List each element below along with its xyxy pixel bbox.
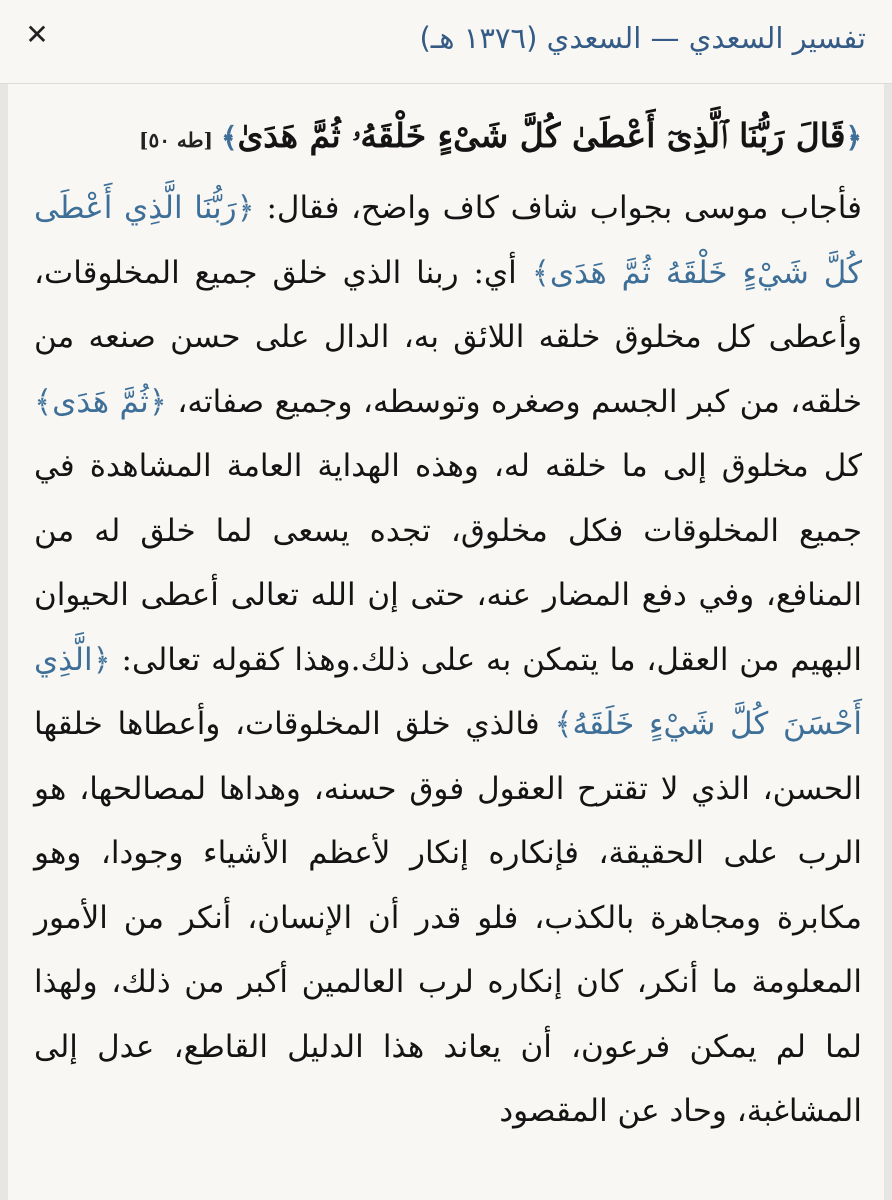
ayah-open-bracket: ﴿ [845, 121, 862, 154]
tafsir-title: تفسير السعدي — السعدي (١٣٧٦ هـ) [419, 21, 866, 55]
ayah-text: قَالَ رَبُّنَا ٱلَّذِىٓ أَعْطَىٰ كُلَّ شَىْءٍ خَلْقَهُۥ ثُمَّ هَدَىٰ [237, 116, 846, 155]
tafsir-text: كل مخلوق إلى ما خلقه له، وهذه الهداية العامة المشاهدة في جميع المخلوقات فكل مخلوق، تجده يسعى لما خلق له من المنافع، وفي دفع المضار عنه، حتى إن الله تعالى أعطى الحيوان البهيم من العقل، ما يتمكن به على ذلك.وهذا كقوله تعالى: [34, 448, 862, 678]
header-bar [0, 0, 892, 84]
close-icon[interactable]: ✕ [25, 18, 49, 51]
quran-quote[interactable]: ﴿رَبُّنَا الَّذِي أَعْطَى كُلَّ شَيْءٍ خَلْقَهُ ثُمَّ هَدَى﴾ [34, 190, 862, 291]
tafsir-content[interactable] [34, 104, 862, 1144]
ayah-reference[interactable]: [طه ٥٠] [139, 128, 214, 152]
tafsir-text: فالذي خلق المخلوقات، وأعطاها خلقها الحسن، الذي لا تقترح العقول فوق حسنه، وهداها لمصالحها، هو الرب على الحقيقة، فإنكاره إنكار لأعظم الأشياء وجودا، وهو مكابرة ومجاهرة بالكذب، فلو قدر أن الإنسان، أنكر من الأمور المعلومة ما أنكر، كان إنكاره لرب العالمين أكبر من ذلك، ولهذا لما لم يمكن فرعون، أن يعاند هذا الدليل القاطع، عدل إلى المشاغبة، وحاد عن المقصود [34, 706, 862, 1129]
tafsir-paragraph [34, 176, 862, 1144]
ayah-close-bracket: ﴾ [221, 121, 238, 154]
ayah-line [34, 104, 862, 172]
quran-quote[interactable]: ﴿الَّذِي أَحْسَنَ كُلَّ شَيْءٍ خَلَقَهُ﴾ [34, 641, 863, 742]
quran-quote[interactable]: ﴿ثُمَّ هَدَى﴾ [34, 383, 167, 420]
tafsir-text: أي: ربنا الذي خلق جميع المخلوقات، وأعطى كل مخلوق خلقه اللائق به، الدال على حسن صنعه من خلقه، من كبر الجسم وصغره وتوسطه، وجميع صفاته، [34, 254, 862, 420]
tafsir-text: فأجاب موسى بجواب شاف كاف واضح، فقال: [254, 190, 862, 226]
